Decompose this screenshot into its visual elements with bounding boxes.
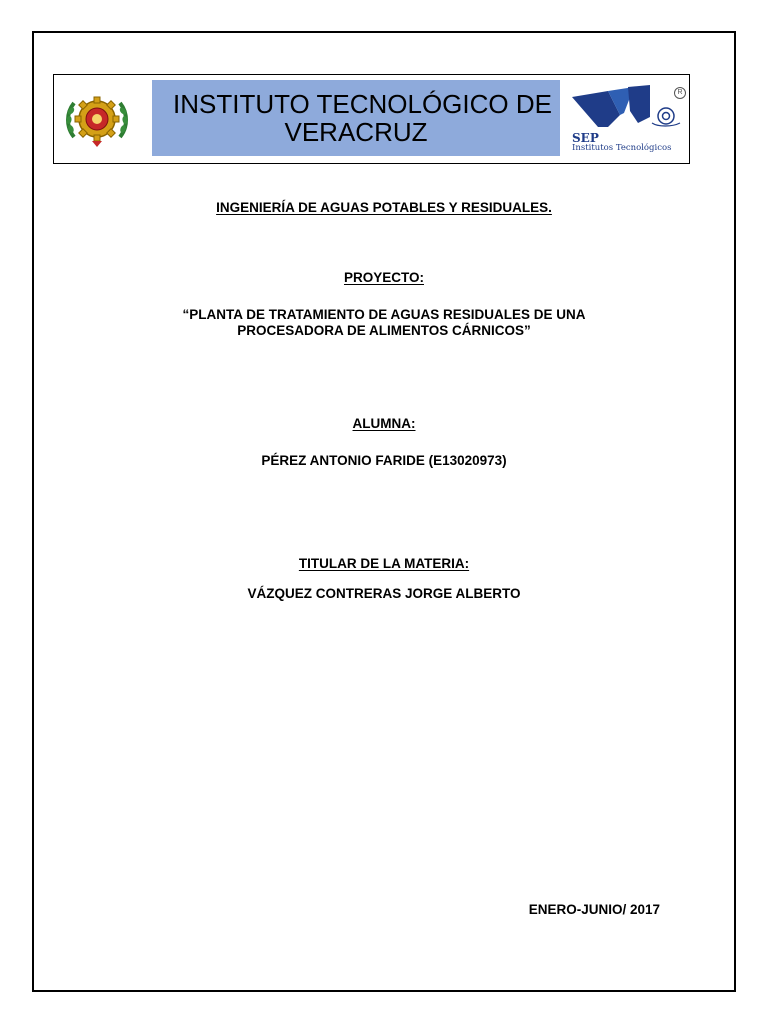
- institute-title-line-2: VERACRUZ: [284, 117, 428, 147]
- student-label-text: ALUMNA:: [352, 416, 416, 431]
- teacher-name: VÁZQUEZ CONTRERAS JORGE ALBERTO: [247, 586, 521, 601]
- registered-mark-icon: R: [674, 87, 686, 99]
- project-label: [0, 270, 768, 286]
- project-label-text: PROYECTO:: [343, 270, 424, 285]
- header-banner: [53, 74, 690, 164]
- sep-emblem-icon: [568, 83, 686, 133]
- subject-title-text: INGENIERÍA DE AGUAS POTABLES Y RESIDUALES.: [216, 200, 552, 215]
- project-title-line-1: “PLANTA DE TRATAMIENTO DE AGUAS RESIDUALES DE UNA: [182, 307, 586, 322]
- student-label: [0, 416, 768, 432]
- teacher-label-text: TITULAR DE LA MATERIA:: [298, 556, 470, 571]
- itv-crest-logo: [64, 89, 130, 149]
- page-border: [32, 31, 736, 992]
- sep-logo-text: SEP: [572, 131, 599, 145]
- institute-title-line-1: INSTITUTO TECNOLÓGICO DE: [173, 89, 552, 119]
- sep-institutos-tecnologicos-logo: [568, 83, 686, 157]
- subject-title: [0, 200, 768, 216]
- student-name: PÉREZ ANTONIO FARIDE (E13020973): [261, 453, 507, 468]
- academic-period: ENERO-JUNIO/ 2017: [528, 902, 660, 917]
- institute-title-band: [152, 80, 560, 156]
- sep-logo-subtext: Institutos Tecnológicos: [572, 143, 672, 153]
- project-title-line-2: PROCESADORA DE ALIMENTOS CÁRNICOS”: [237, 323, 531, 338]
- teacher-label: [0, 556, 768, 572]
